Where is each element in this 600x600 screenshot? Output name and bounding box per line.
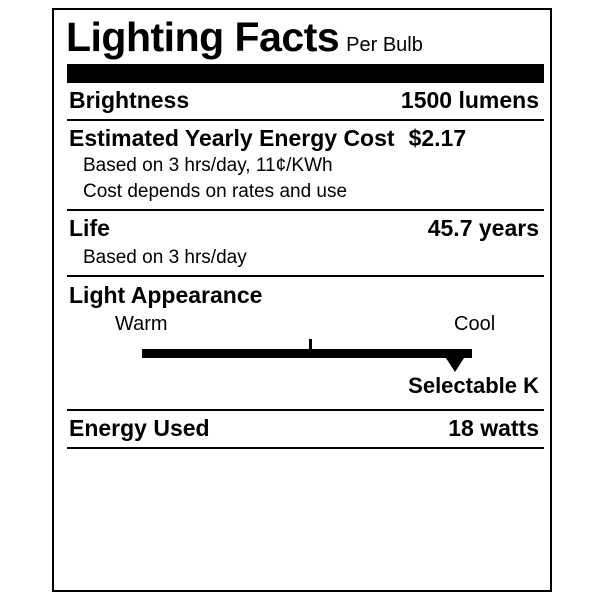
- scale-warm-label: Warm: [115, 313, 168, 336]
- selectable-k-note: Selectable K: [408, 373, 539, 399]
- brightness-value: 1500 lumens: [400, 87, 539, 114]
- energy-used-value: 18 watts: [448, 415, 539, 442]
- title-divider-bar: [67, 64, 544, 81]
- energy-cost-value: $2.17: [408, 125, 467, 152]
- life-label: Life: [69, 215, 110, 242]
- life-value: 45.7 years: [427, 215, 539, 242]
- energy-cost-label: Estimated Yearly Energy Cost: [69, 125, 395, 152]
- brightness-label: Brightness: [69, 87, 190, 114]
- label-inner: [64, 16, 544, 449]
- divider-bottom: [67, 447, 544, 449]
- brightness-row: [64, 83, 544, 119]
- energy-cost-row: [64, 121, 544, 155]
- light-appearance-scale: [69, 311, 539, 409]
- scale-cool-label: Cool: [454, 313, 496, 336]
- life-note: Based on 3 hrs/day: [83, 247, 247, 269]
- life-row: [64, 211, 544, 247]
- energy-cost-note-2: Cost depends on rates and use: [83, 181, 348, 203]
- scale-marker-triangle-icon: [444, 355, 466, 372]
- lighting-facts-label: [52, 8, 552, 592]
- scale-bar: [142, 349, 472, 358]
- energy-cost-note-1: Based on 3 hrs/day, 11¢/KWh: [83, 155, 333, 177]
- label-title-row: [64, 16, 544, 59]
- page-title-suffix: Per Bulb: [346, 34, 423, 56]
- energy-used-row: [64, 411, 544, 447]
- scale-midpoint-tick: [309, 339, 312, 350]
- page-title: Lighting Facts: [66, 14, 340, 60]
- light-appearance-label: Light Appearance: [69, 282, 263, 309]
- energy-used-label: Energy Used: [69, 415, 210, 442]
